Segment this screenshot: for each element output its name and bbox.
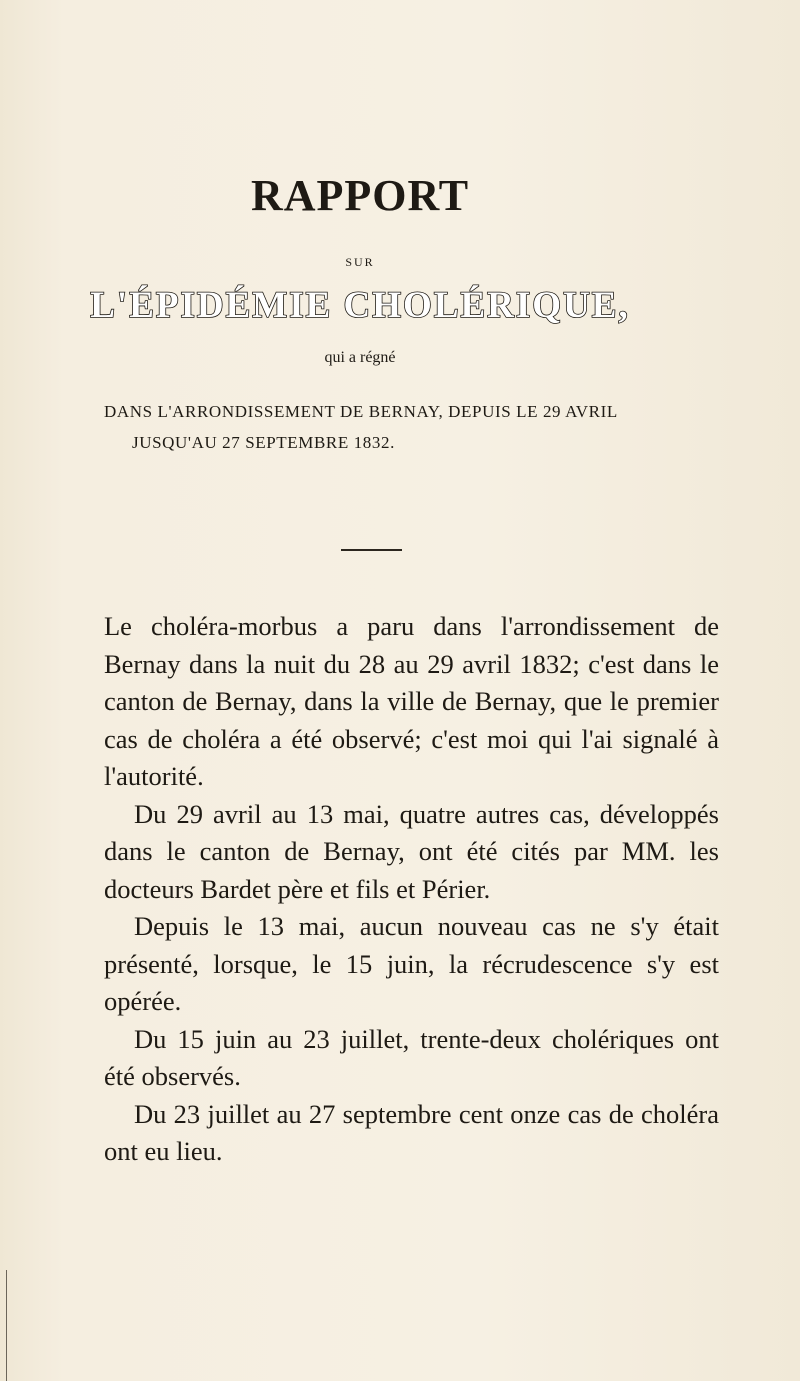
place-line-2: JUSQU'AU 27 SEPTEMBRE 1832. (132, 433, 395, 452)
place-and-dates (104, 396, 724, 458)
subject-qualifier: qui a régné (324, 349, 396, 366)
paragraph: Du 15 juin au 23 juillet, trente-deux cholériques ont été observés. (104, 1023, 719, 1091)
report-subject: L'ÉPIDÉMIE CHOLÉRIQUE, (90, 285, 630, 326)
title-connector: SUR (345, 255, 375, 269)
report-title: RAPPORT (250, 171, 470, 220)
paragraph: Du 23 juillet au 27 septembre cent onze cas de choléra ont eu lieu. (104, 1098, 719, 1166)
section-divider (341, 549, 402, 551)
paragraph: Depuis le 13 mai, aucun nouveau cas ne s'y était présenté, lorsque, le 15 juin, la récrudescence s'y est opérée. (104, 911, 719, 1016)
page-edge-line (6, 1270, 7, 1381)
paragraph: Le choléra-morbus a paru dans l'arrondissement de Bernay dans la nuit du 28 au 29 avril 1832; c'est dans le canton de Bernay, dans la ville de Bernay, que le premier cas de choléra a été observé; c'est moi qui l'ai signalé à l'autorité. (104, 611, 719, 791)
report-body (104, 608, 719, 1171)
paragraph: Du 29 avril au 13 mai, quatre autres cas, développés dans le canton de Bernay, ont été cités par MM. les docteurs Bardet père et fils et Périer. (104, 798, 719, 904)
place-line-1: DANS L'ARRONDISSEMENT DE BERNAY, DEPUIS LE 29 AVRIL (104, 402, 618, 421)
